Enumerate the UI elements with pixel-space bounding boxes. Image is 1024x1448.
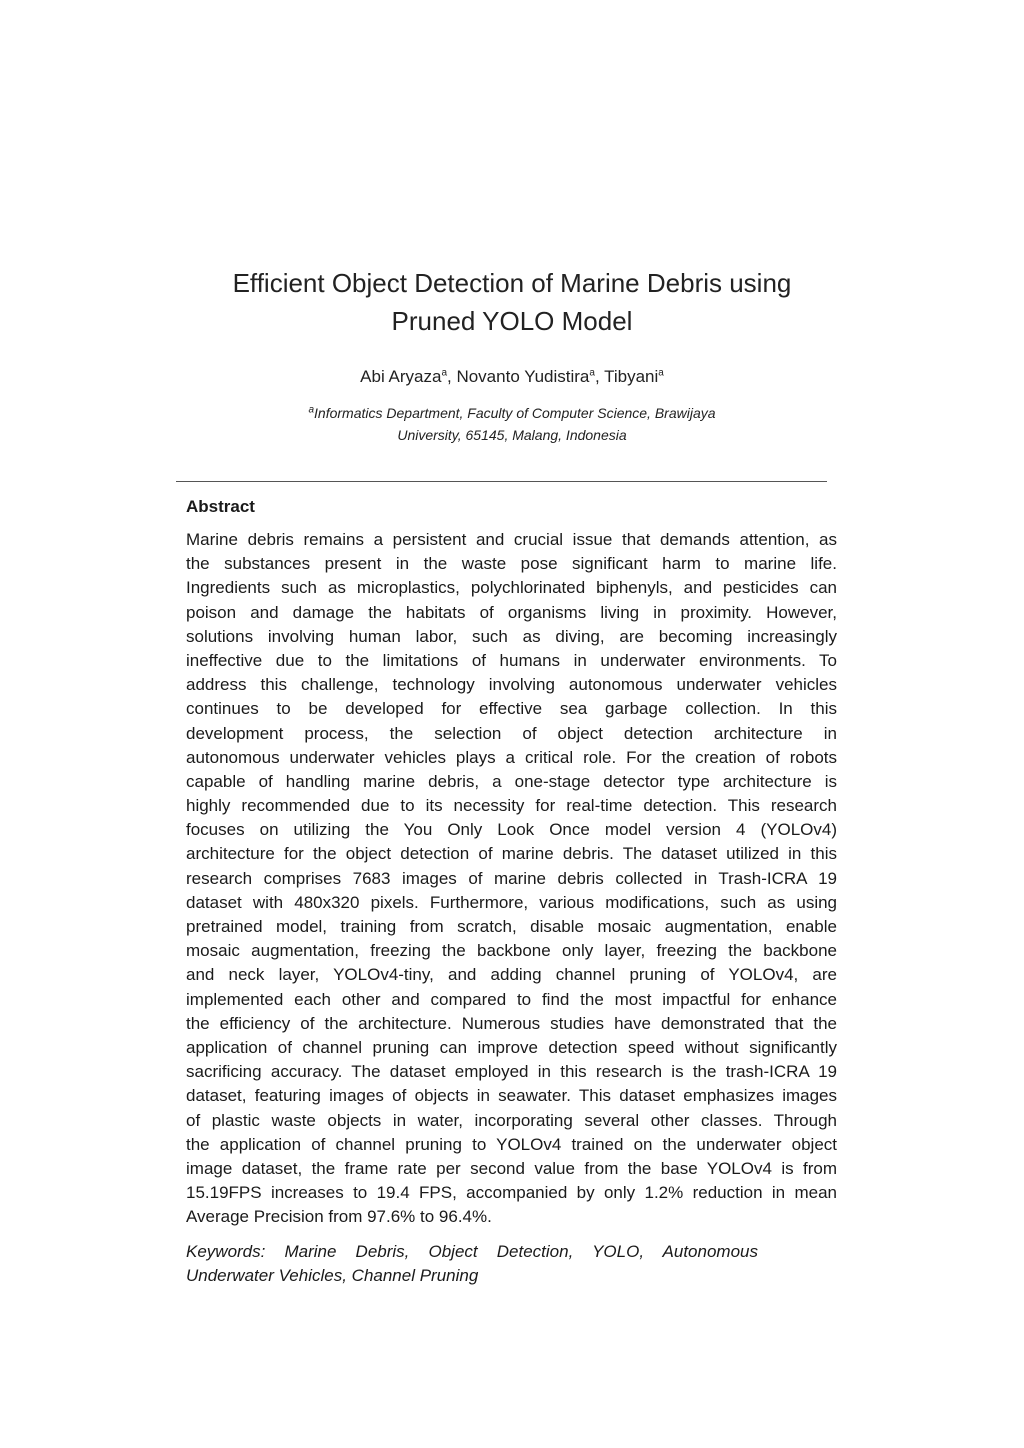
abstract-line: 15.19FPS increases to 19.4 FPS, accompanied by only 1.2% reduction in mean	[186, 1183, 837, 1203]
abstract-line: dataset with 480x320 pixels. Furthermore, various modifications, such as using	[186, 892, 837, 912]
affiliation-marker: a	[308, 404, 315, 416]
abstract-line: the substances present in the waste pose significant harm to marine life.	[186, 554, 837, 574]
abstract-heading: Abstract	[186, 497, 255, 516]
author-list: Abi Aryaza$^a$, Novanto Yudistira$^a$, Tibyani$^a$	[360, 367, 664, 386]
affiliation-line-1	[150, 402, 874, 424]
abstract-body	[186, 528, 837, 1229]
abstract-line: research comprises 7683 images of marine debris collected in Trash-ICRA 19	[186, 868, 837, 888]
abstract-line: focuses on utilizing the You Only Look Once model version 4 (YOLOv4)	[186, 820, 837, 840]
author-affil-marker: a	[441, 367, 447, 379]
abstract-line: solutions involving human labor, such as diving, are becoming increasingly	[186, 626, 837, 646]
abstract-line: sacrificing accuracy. The dataset employed in this research is the trash-ICRA 19	[186, 1062, 837, 1082]
title-line-2: Pruned YOLO Model	[391, 306, 633, 336]
abstract-line: highly recommended due to its necessity for real-time detection. This research	[186, 796, 837, 816]
abstract-line: development process, the selection of object detection architecture in	[186, 723, 837, 743]
section-divider	[176, 481, 827, 482]
affiliation	[150, 402, 874, 446]
abstract-line: the efficiency of the architecture. Numerous studies have demonstrated that the	[186, 1013, 837, 1033]
abstract-line: pretrained model, training from scratch, disable mosaic augmentation, enable	[186, 917, 837, 936]
abstract-line: Ingredients such as microplastics, polychlorinated biphenyls, and pesticides can	[186, 578, 837, 598]
abstract-line: and neck layer, YOLOv4-tiny, and adding channel pruning of YOLOv4, are	[186, 965, 837, 985]
author-name: Abi Aryaza	[360, 367, 442, 386]
author-affil-marker: a	[658, 367, 664, 379]
author-name: Novanto Yudistira	[456, 367, 590, 386]
keywords-line-2: Underwater Vehicles, Channel Pruning	[186, 1266, 479, 1285]
affiliation-line-2: University, 65145, Malang, Indonesia	[397, 427, 627, 443]
abstract-line: of plastic waste objects in water, incorporating several other classes. Through	[186, 1110, 837, 1130]
abstract-line: ineffective due to the limitations of humans in underwater environments. To	[186, 650, 837, 670]
keywords-line-1: Keywords: Marine Debris, Object Detection, YOLO, Autonomous	[186, 1242, 758, 1261]
abstract-line: continues to be developed for effective sea garbage collection. In this	[186, 699, 837, 719]
keywords	[186, 1240, 758, 1288]
abstract-line: address this challenge, technology involving autonomous underwater vehicles	[186, 675, 837, 695]
affiliation-text-1: Informatics Department, Faculty of Computer Science, Brawijaya	[314, 405, 716, 421]
abstract-line: application of channel pruning can improve detection speed without significantly	[186, 1037, 837, 1057]
abstract-line: poison and damage the habitats of organisms living in proximity. However,	[186, 602, 837, 622]
abstract-line: implemented each other and compared to find the most impactful for enhance	[186, 989, 837, 1009]
abstract-line: Marine debris remains a persistent and crucial issue that demands attention, as	[186, 530, 837, 549]
abstract-line: capable of handling marine debris, a one-stage detector type architecture is	[186, 771, 837, 791]
abstract-line: the application of channel pruning to YOLOv4 trained on the underwater object	[186, 1134, 837, 1154]
abstract-line: architecture for the object detection of marine debris. The dataset utilized in this	[186, 844, 837, 864]
abstract-line: dataset, featuring images of objects in seawater. This dataset emphasizes images	[186, 1086, 837, 1106]
abstract-line: autonomous underwater vehicles plays a critical role. For the creation of robots	[186, 747, 837, 767]
title-line-1: Efficient Object Detection of Marine Debris using	[232, 268, 792, 298]
author-affil-marker: a	[589, 367, 595, 379]
paper-title	[150, 264, 874, 340]
abstract-line: image dataset, the frame rate per second value from the base YOLOv4 is from	[186, 1158, 837, 1178]
abstract-line: mosaic augmentation, freezing the backbone only layer, freezing the backbone	[186, 941, 837, 961]
abstract-line: Average Precision from 97.6% to 96.4%.	[186, 1207, 492, 1227]
author-name: Tibyani	[604, 367, 659, 386]
